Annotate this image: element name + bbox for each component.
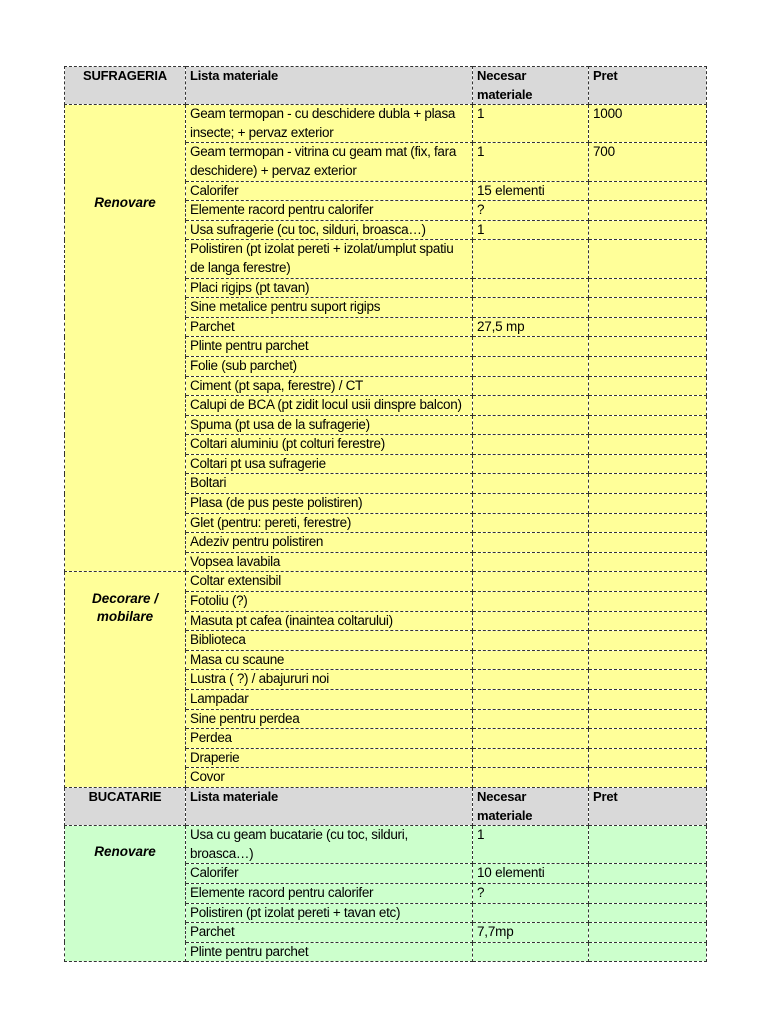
material-price [589,942,707,962]
material-quantity [473,592,589,612]
material-item: Elemente racord pentru calorifer [186,883,473,903]
material-quantity [473,376,589,396]
material-quantity [473,942,589,962]
material-price [589,474,707,494]
material-quantity: 1 [473,143,589,181]
material-price [589,709,707,729]
material-quantity [473,903,589,923]
material-quantity [473,396,589,416]
header-price: Pret [589,67,707,105]
material-price: 700 [589,143,707,181]
section-header-row [65,787,707,825]
material-price [589,729,707,749]
material-item: Calupi de BCA (pt zidit locul usii dinspre balcon) [186,396,473,416]
material-quantity: ? [473,201,589,221]
material-quantity [473,513,589,533]
material-item: Lampadar [186,690,473,710]
material-price [589,611,707,631]
material-price [589,631,707,651]
material-quantity [473,240,589,278]
category-cell [65,572,186,788]
material-item: Perdea [186,729,473,749]
header-list-materials: Lista materiale [186,787,473,825]
material-price [589,650,707,670]
header-price: Pret [589,787,707,825]
material-price [589,826,707,864]
material-price [589,513,707,533]
material-quantity [473,415,589,435]
material-item: Spuma (pt usa de la sufragerie) [186,415,473,435]
category-label: Renovare [94,844,156,860]
material-price [589,201,707,221]
material-price [589,220,707,240]
material-quantity [473,748,589,768]
material-price [589,903,707,923]
material-quantity [473,631,589,651]
material-item: Usa sufragerie (cu toc, silduri, broasca…) [186,220,473,240]
category-cell [65,105,186,572]
material-quantity [473,356,589,376]
material-price [589,298,707,318]
material-item: Boltari [186,474,473,494]
material-price [589,396,707,416]
material-price [589,883,707,903]
material-quantity [473,494,589,514]
material-item: Calorifer [186,864,473,884]
header-needed-materials: Necesar materiale [473,67,589,105]
material-item: Fotoliu (?) [186,592,473,612]
material-price: 1000 [589,105,707,143]
material-item: Adeziv pentru polistiren [186,533,473,553]
material-item: Biblioteca [186,631,473,651]
header-list-materials: Lista materiale [186,67,473,105]
material-item: Ciment (pt sapa, ferestre) / CT [186,376,473,396]
material-price [589,278,707,298]
material-quantity [473,474,589,494]
material-item: Masuta pt cafea (inaintea coltarului) [186,611,473,631]
table-row [65,572,707,592]
material-quantity [473,298,589,318]
material-item: Plasa (de pus peste polistiren) [186,494,473,514]
material-item: Polistiren (pt izolat pereti + tavan etc) [186,903,473,923]
material-quantity [473,709,589,729]
material-item: Plinte pentru parchet [186,942,473,962]
category-label: Renovare [94,195,156,211]
material-item: Vopsea lavabila [186,552,473,572]
material-price [589,768,707,788]
material-item: Geam termopan - cu deschidere dubla + plasa insecte; + pervaz exterior [186,105,473,143]
material-quantity: 7,7mp [473,923,589,943]
material-item: Elemente racord pentru calorifer [186,201,473,221]
material-price [589,240,707,278]
material-price [589,376,707,396]
header-needed-materials: Necesar materiale [473,787,589,825]
material-price [589,533,707,553]
material-quantity [473,729,589,749]
materials-table-body [65,67,707,962]
material-quantity: 1 [473,220,589,240]
section-header-row [65,67,707,105]
material-quantity [473,278,589,298]
material-quantity: ? [473,883,589,903]
material-quantity [473,611,589,631]
material-price [589,670,707,690]
material-quantity [473,572,589,592]
material-quantity [473,650,589,670]
section-name: SUFRAGERIA [65,67,186,105]
material-item: Masa cu scaune [186,650,473,670]
material-price [589,552,707,572]
material-quantity: 27,5 mp [473,317,589,337]
material-item: Calorifer [186,181,473,201]
material-item: Glet (pentru: pereti, ferestre) [186,513,473,533]
material-price [589,864,707,884]
material-item: Coltari pt usa sufragerie [186,454,473,474]
material-quantity: 1 [473,105,589,143]
material-price [589,494,707,514]
material-item: Draperie [186,748,473,768]
material-price [589,356,707,376]
materials-table [64,66,707,962]
material-price [589,572,707,592]
table-row [65,826,707,864]
material-item: Folie (sub parchet) [186,356,473,376]
material-price [589,748,707,768]
material-price [589,435,707,455]
materials-sheet [64,66,706,962]
material-quantity [473,533,589,553]
material-item: Parchet [186,317,473,337]
material-item: Coltar extensibil [186,572,473,592]
material-quantity [473,454,589,474]
section-name: BUCATARIE [65,787,186,825]
material-quantity: 1 [473,826,589,864]
material-item: Parchet [186,923,473,943]
material-quantity [473,337,589,357]
material-price [589,690,707,710]
material-quantity [473,670,589,690]
category-cell [65,826,186,962]
category-label: Decorare / mobilare [91,591,159,625]
material-price [589,181,707,201]
material-quantity [473,552,589,572]
material-item: Sine pentru perdea [186,709,473,729]
material-item: Geam termopan - vitrina cu geam mat (fix, fara deschidere) + pervaz exterior [186,143,473,181]
material-item: Sine metalice pentru suport rigips [186,298,473,318]
material-quantity [473,435,589,455]
material-quantity: 10 elementi [473,864,589,884]
material-item: Covor [186,768,473,788]
material-price [589,592,707,612]
material-price [589,923,707,943]
material-quantity: 15 elementi [473,181,589,201]
material-item: Lustra ( ?) / abajururi noi [186,670,473,690]
material-item: Plinte pentru parchet [186,337,473,357]
table-row [65,105,707,143]
material-quantity [473,768,589,788]
material-item: Coltari aluminiu (pt colturi ferestre) [186,435,473,455]
material-price [589,415,707,435]
material-item: Usa cu geam bucatarie (cu toc, silduri, broasca…) [186,826,473,864]
material-item: Polistiren (pt izolat pereti + izolat/umplut spatiu de langa ferestre) [186,240,473,278]
material-price [589,317,707,337]
material-price [589,454,707,474]
material-quantity [473,690,589,710]
material-item: Placi rigips (pt tavan) [186,278,473,298]
material-price [589,337,707,357]
